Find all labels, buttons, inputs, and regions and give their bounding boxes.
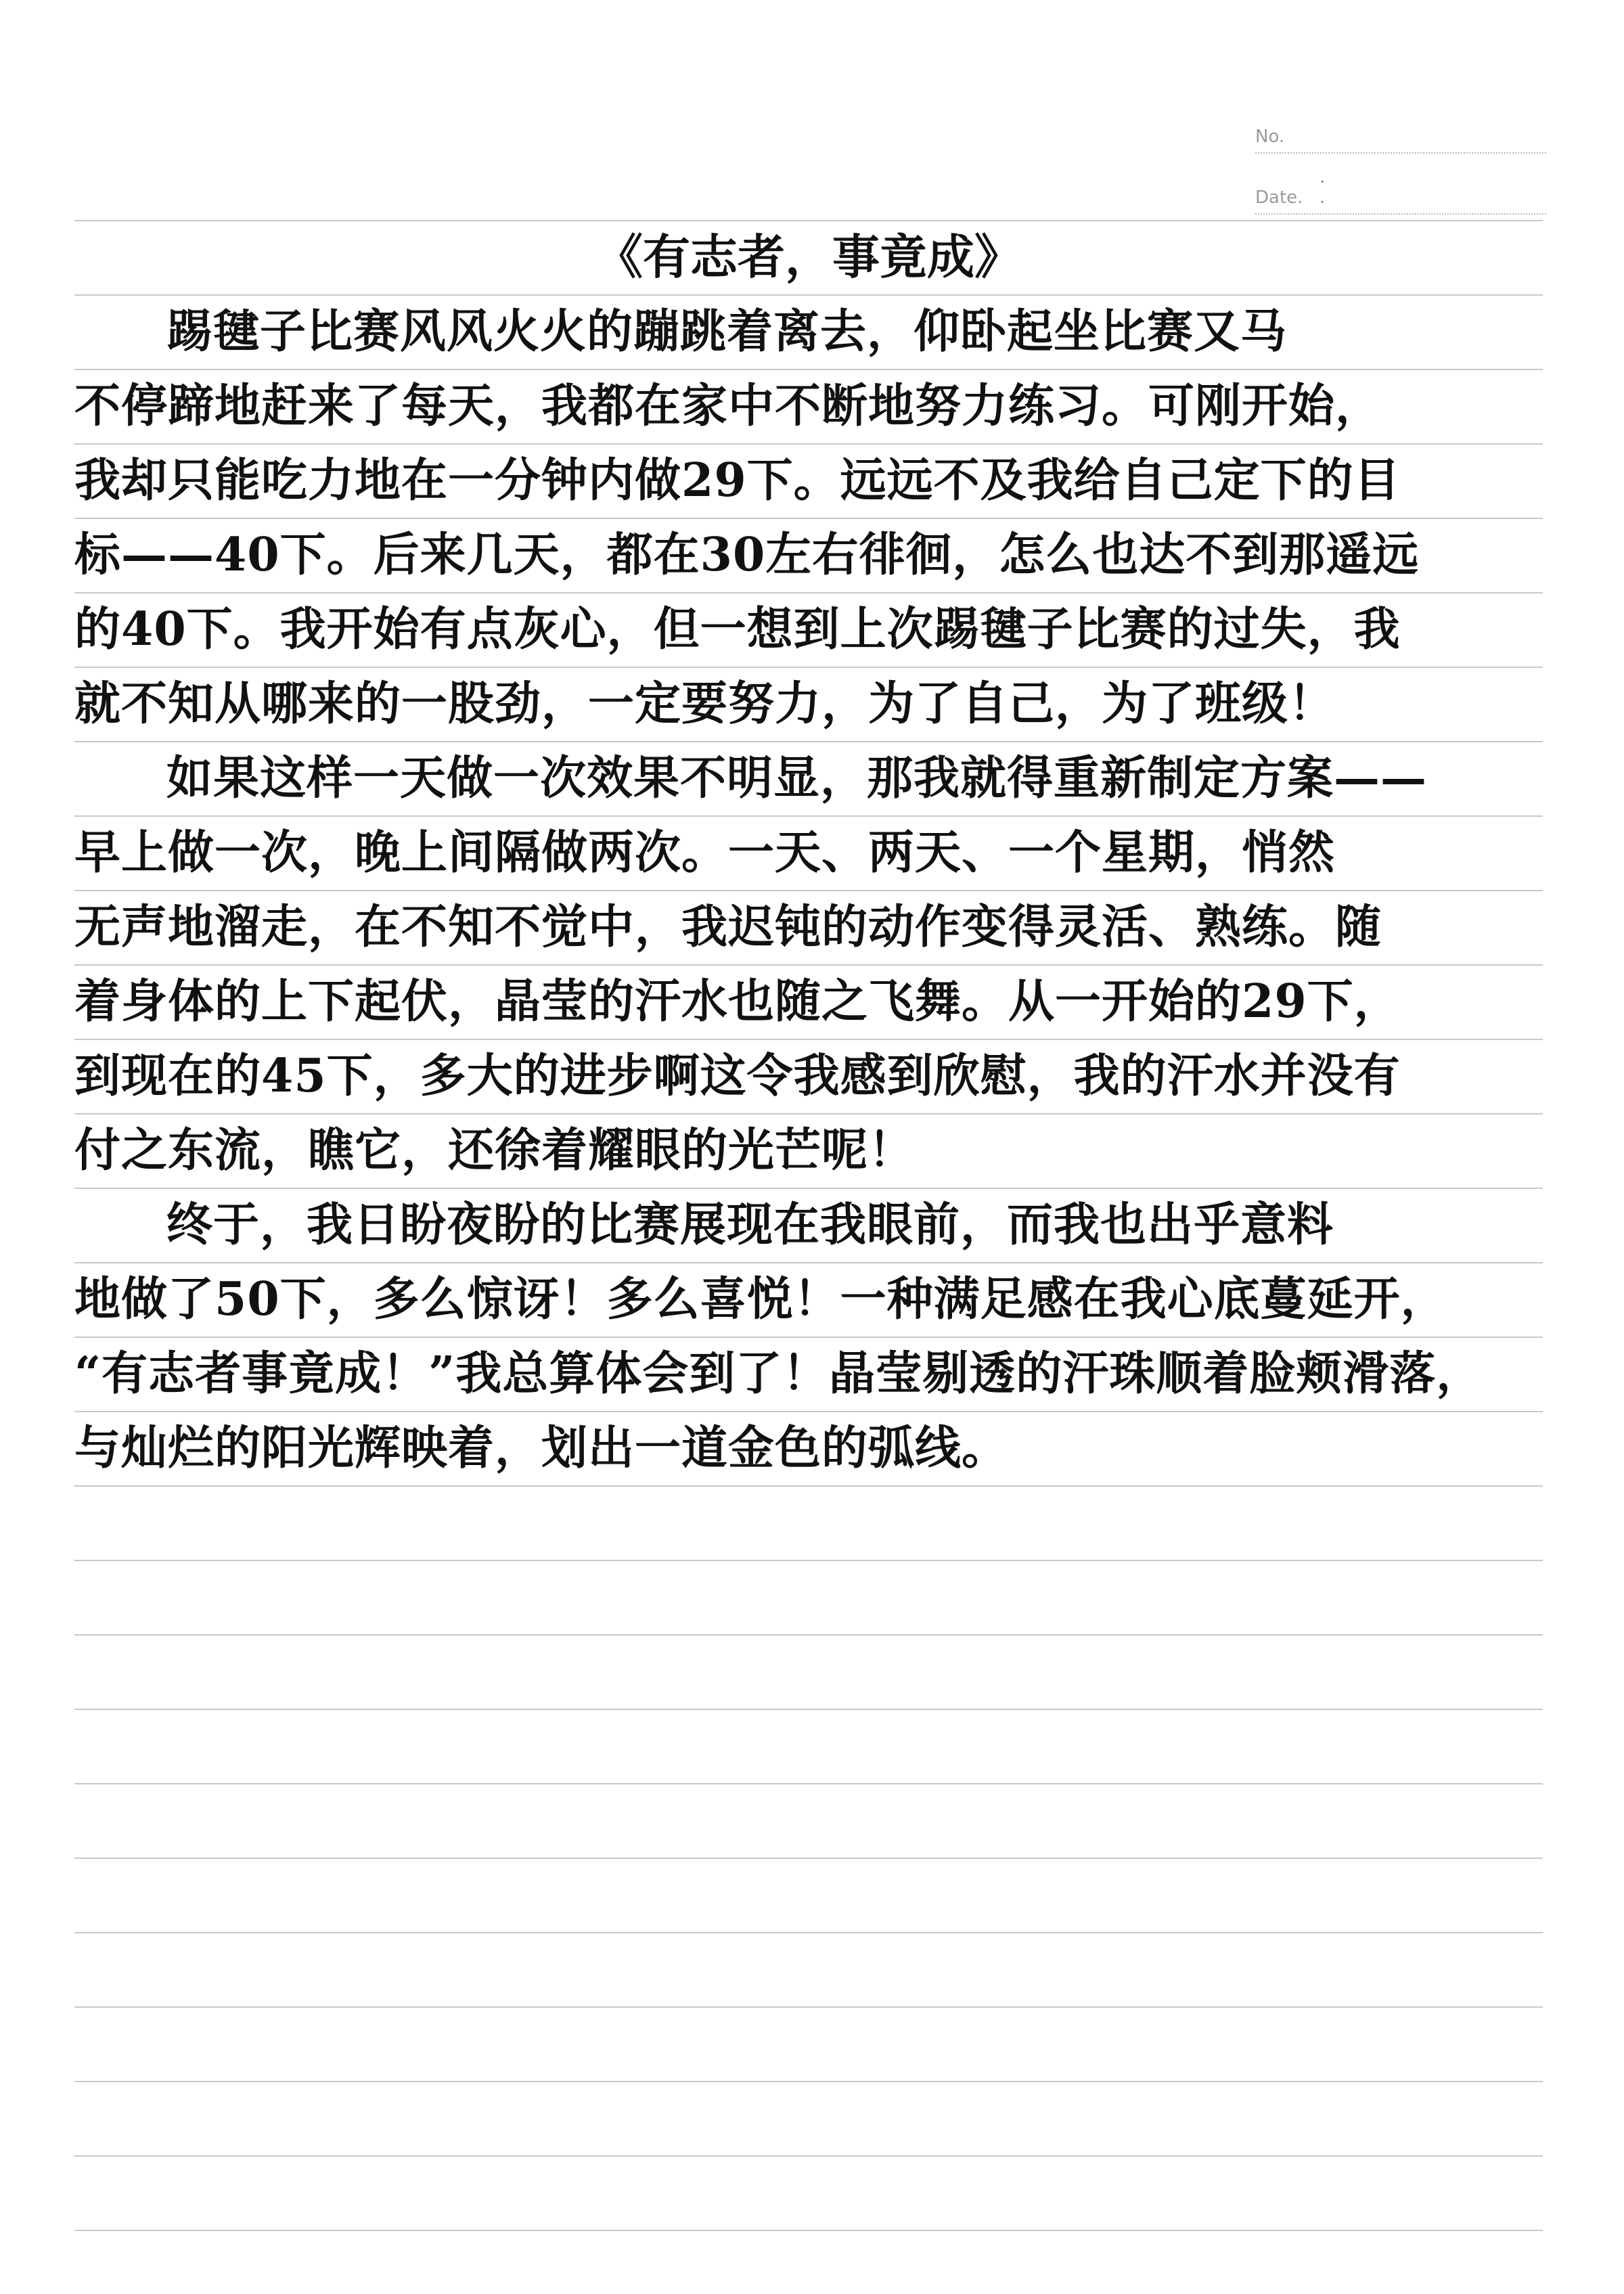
ruled-line	[74, 1560, 1543, 1561]
essay-text	[74, 220, 1563, 1485]
essay-line: 我却只能吃力地在一分钟内做29下。远远不及我给自己定下的目	[74, 453, 1401, 508]
essay-title: 《有志者，事竟成》	[595, 229, 1022, 285]
essay-line: “有志者事竟成！”我总算体会到了！晶莹剔透的汗珠顺着脸颊滑落，	[74, 1347, 1483, 1401]
ruled-line	[74, 1709, 1543, 1710]
essay-line: 就不知从哪来的一股劲，一定要努力，为了自己，为了班级！	[74, 677, 1336, 731]
essay-line: 到现在的45下，多大的进步啊这令我感到欣慰，我的汗水并没有	[74, 1049, 1401, 1103]
number-label: No.	[1255, 127, 1285, 147]
date-field	[1255, 167, 1546, 215]
essay-line: 早上做一次，晚上间隔做两次。一天、两天、一个星期，悄然	[74, 826, 1336, 880]
essay-line: 如果这样一天做一次效果不明显，那我就得重新制定方案——	[166, 751, 1428, 805]
essay-line: 地做了50下，多么惊讶！多么喜悦！一种满足感在我心底蔓延开，	[74, 1272, 1447, 1326]
ruled-line	[74, 1485, 1543, 1487]
essay-line: 不停蹄地赶来了每天，我都在家中不断地努力练习。可刚开始，	[74, 379, 1382, 433]
essay-line: 的40下。我开始有点灰心，但一想到上次踢毽子比赛的过失，我	[74, 602, 1401, 656]
date-label: Date.	[1255, 187, 1303, 208]
essay-line: 踢毽子比赛风风火火的蹦跳着离去，仰卧起坐比赛又马	[166, 305, 1288, 359]
ruled-line	[74, 1783, 1543, 1784]
ruled-line	[74, 2081, 1543, 2082]
ruled-line	[74, 1858, 1543, 1859]
number-field	[1255, 118, 1546, 154]
ruled-line	[74, 1634, 1543, 1636]
essay-line: 无声地溜走，在不知不觉中，我迟钝的动作变得灵活、熟练。随	[74, 900, 1382, 954]
essay-line: 终于，我日盼夜盼的比赛展现在我眼前，而我也出乎意料	[166, 1198, 1334, 1252]
ruled-line	[74, 2155, 1543, 2157]
essay-line: 标——40下。后来几天，都在30左右徘徊，怎么也达不到那遥远	[74, 528, 1420, 582]
ruled-line	[74, 2230, 1543, 2231]
essay-line: 着身体的上下起伏，晶莹的汗水也随之飞舞。从一开始的29下，	[74, 974, 1401, 1029]
essay-line: 与灿烂的阳光辉映着，划出一道金色的弧线。	[74, 1421, 1009, 1475]
essay-line: 付之东流，瞧它，还徐着耀眼的光芒呢！	[74, 1123, 916, 1177]
date-placeholder-dots: . .	[1320, 167, 1427, 208]
ruled-line	[74, 2006, 1543, 2008]
ruled-line	[74, 1932, 1543, 1933]
